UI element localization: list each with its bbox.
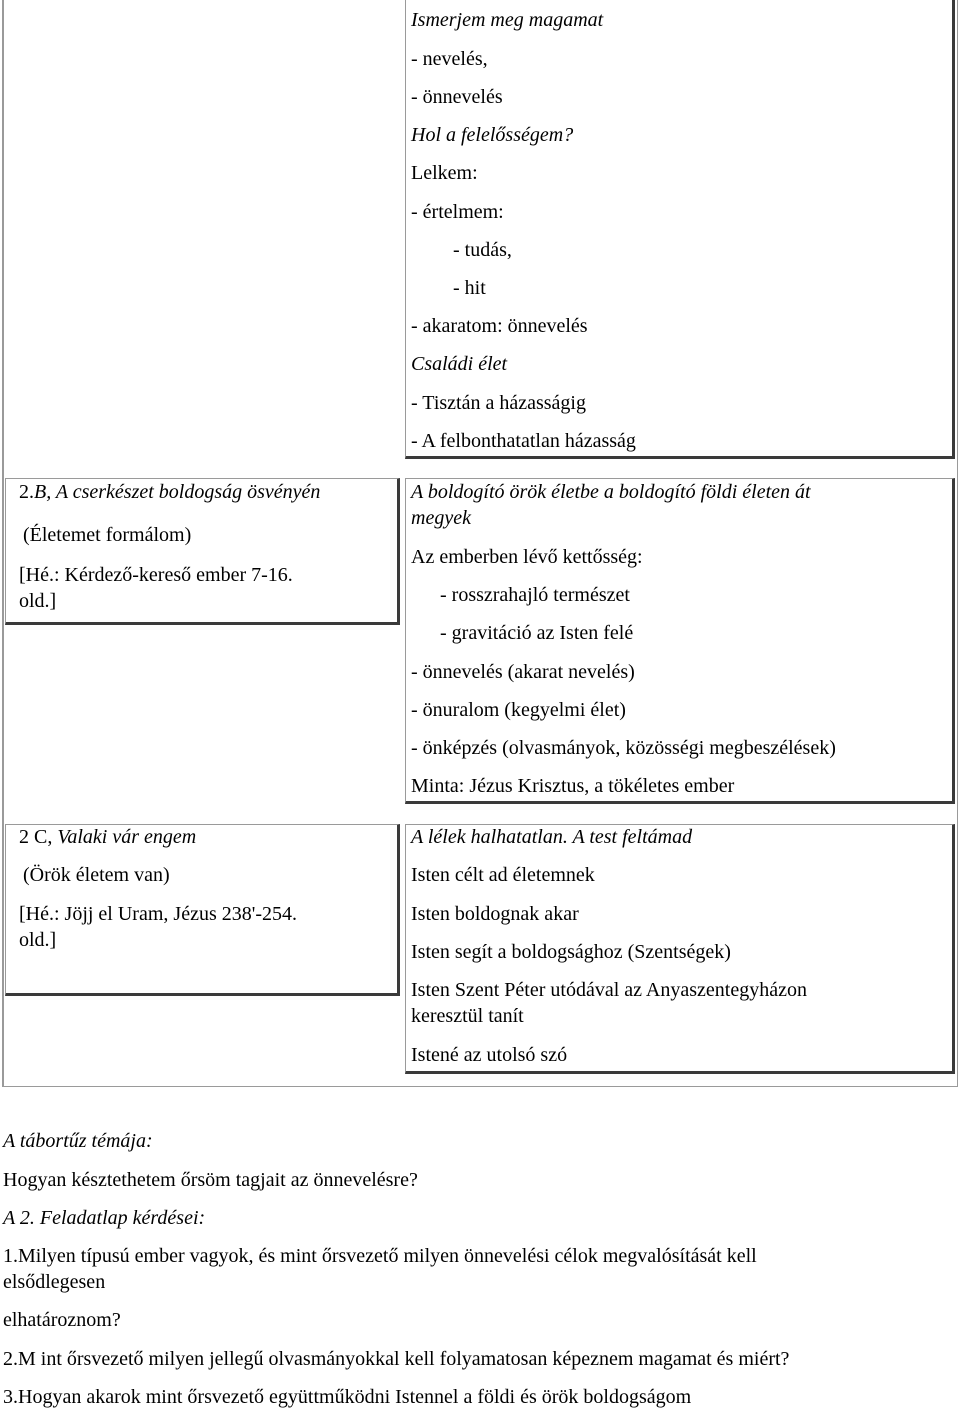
- section-b-main-heading: A boldogító örök életbe a boldogító földi életen át: [411, 481, 811, 503]
- section-c-number: 2 C,: [19, 826, 53, 848]
- list-item: keresztül tanít: [411, 1005, 524, 1027]
- section-b-main-heading-cont: megyek: [411, 507, 471, 529]
- section-c-title: Valaki vár engem: [57, 826, 197, 848]
- section-b-reference-page: old.]: [19, 590, 57, 612]
- left-column-rule: [3, 0, 4, 1086]
- duality-label: Az emberben lévő kettősség:: [411, 546, 643, 568]
- section-b-reference: [Hé.: Kérdező-kereső ember 7-16.: [19, 564, 293, 586]
- campfire-label: A tábortűz témája:: [3, 1130, 153, 1152]
- campfire-question: Hogyan késztethetem őrsöm tagjait az önnevelésre?: [3, 1169, 418, 1191]
- section-b-heading: [19, 479, 320, 505]
- section-b-title: B, A cserkészet boldogság ösvényén: [34, 481, 321, 503]
- list-item: Isten boldognak akar: [411, 903, 579, 925]
- section-c-reference: [Hé.: Jöjj el Uram, Jézus 238'-254.: [19, 903, 297, 925]
- will-label: - akaratom: önnevelés: [411, 315, 588, 337]
- list-item: - Tisztán a házasságig: [411, 392, 586, 414]
- question-3: 3.Hogyan akarok mint őrsvezető együttműködni Istennel a földi és örök boldogságom: [3, 1386, 692, 1408]
- list-item: Istené az utolsó szó: [411, 1044, 568, 1066]
- list-item: - gravitáció az Isten felé: [440, 622, 634, 644]
- mind-label: - értelmem:: [411, 201, 504, 223]
- section-b-number: 2.: [19, 481, 34, 503]
- list-item: - önuralom (kegyelmi élet): [411, 699, 626, 721]
- section-c-main-heading: A lélek halhatatlan. A test feltámad: [411, 826, 693, 848]
- question-1-cont2: elhatároznom?: [3, 1309, 121, 1331]
- list-item: Isten célt ad életemnek: [411, 864, 595, 886]
- list-item: - önképzés (olvasmányok, közösségi megbeszélések): [411, 737, 836, 759]
- list-item: - önnevelés: [411, 86, 503, 108]
- list-item: - hit: [453, 277, 486, 299]
- list-item: - önnevelés (akarat nevelés): [411, 661, 635, 683]
- worksheet-label: A 2. Feladatlap kérdései:: [3, 1207, 206, 1229]
- list-item: - nevelés,: [411, 48, 488, 70]
- list-item: - tudás,: [453, 239, 512, 261]
- soul-label: Lelkem:: [411, 162, 478, 184]
- model-line: Minta: Jézus Krisztus, a tökéletes ember: [411, 775, 735, 797]
- list-item: - A felbonthatatlan házasság: [411, 430, 636, 452]
- self-knowledge-title: Ismerjem meg magamat: [411, 9, 604, 31]
- question-1: 1.Milyen típusú ember vagyok, és mint őrsvezető milyen önnevelési célok megvalósítását kell: [3, 1245, 757, 1267]
- question-2: 2.M int őrsvezető milyen jellegű olvasmányokkal kell folyamatosan képeznem magamat és miért?: [3, 1348, 790, 1370]
- list-item: - rosszrahajló természet: [440, 584, 630, 606]
- question-1-cont: elsődlegesen: [3, 1271, 106, 1293]
- family-life-title: Családi élet: [411, 353, 508, 375]
- section-c-reference-page: old.]: [19, 929, 57, 951]
- section-b-subtitle: (Életemet formálom): [23, 524, 192, 546]
- list-item: Isten segít a boldogsághoz (Szentségek): [411, 941, 731, 963]
- list-item: Isten Szent Péter utódával az Anyaszentegyházon: [411, 979, 807, 1001]
- section-c-subtitle: (Örök életem van): [23, 864, 170, 886]
- responsibility-question: Hol a felelősségem?: [411, 124, 574, 146]
- section-c-heading: [19, 824, 196, 850]
